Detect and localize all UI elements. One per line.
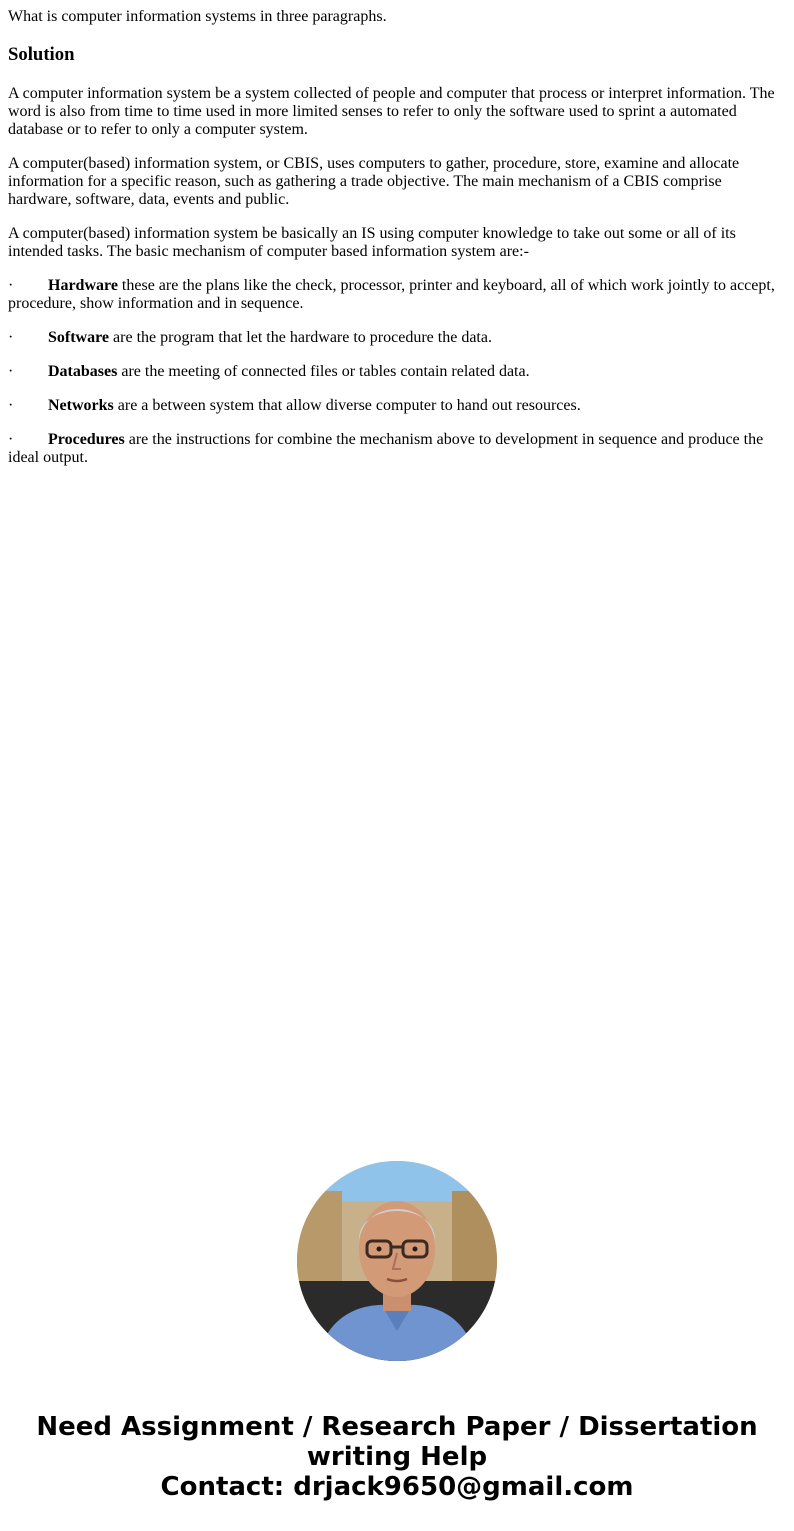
- bullet-item-hardware: [8, 277, 786, 313]
- avatar: [297, 1161, 497, 1361]
- promo-contact: Contact: drjack9650@gmail.com: [160, 1472, 634, 1502]
- bullet-text: are the program that let the hardware to procedure the data.: [109, 329, 492, 346]
- bullet-term: Procedures: [48, 431, 125, 448]
- bullet-dot: ·: [8, 329, 14, 346]
- author-portrait-icon: [297, 1161, 497, 1361]
- bullet-dot: ·: [8, 431, 14, 448]
- bullet-dot: ·: [8, 363, 14, 380]
- bullet-term: Networks: [48, 397, 114, 414]
- promo-line-1: Need Assignment / Research Paper / Dissertation: [36, 1412, 758, 1442]
- bullet-text: these are the plans like the check, processor, printer and keyboard, all of which work jointly to accept, procedure, show information and in sequence.: [8, 277, 775, 312]
- bullet-item-networks: [8, 397, 786, 415]
- bullet-text: are a between system that allow diverse computer to hand out resources.: [113, 397, 581, 414]
- bullet-text: are the instructions for combine the mechanism above to development in sequence and produce the ideal output.: [8, 431, 764, 466]
- bullet-term: Hardware: [48, 277, 118, 294]
- question-text: What is computer information systems in three paragraphs.: [8, 8, 387, 25]
- bullet-dot: ·: [8, 397, 14, 414]
- bullet-item-databases: [8, 363, 786, 381]
- answer-document: [0, 8, 794, 467]
- promo-banner: [0, 1412, 794, 1502]
- bullet-term: Software: [48, 329, 110, 346]
- solution-heading: Solution: [8, 44, 75, 65]
- bullet-dot: ·: [8, 277, 14, 294]
- bullet-term: Databases: [48, 363, 118, 380]
- paragraph-3: A computer(based) information system be basically an IS using computer knowledge to take out some or all of its intended tasks. The basic mechanism of computer based information system are:-: [8, 225, 736, 260]
- paragraph-2: A computer(based) information system, or CBIS, uses computers to gather, procedure, store, examine and allocate information for a specific reason, such as gathering a trade objective. The main mechanism of a CBIS comprise hardware, software, data, events and public.: [8, 155, 740, 208]
- bullet-item-procedures: [8, 431, 786, 467]
- paragraph-1: A computer information system be a system collected of people and computer that process or interpret information. The word is also from time to time used in more limited senses to refer to only the software used to sprint a automated database or to refer to only a computer system.: [8, 85, 775, 138]
- bullet-item-software: [8, 329, 786, 347]
- bullet-text: are the meeting of connected files or tables contain related data.: [117, 363, 530, 380]
- promo-line-2: writing Help: [306, 1442, 488, 1472]
